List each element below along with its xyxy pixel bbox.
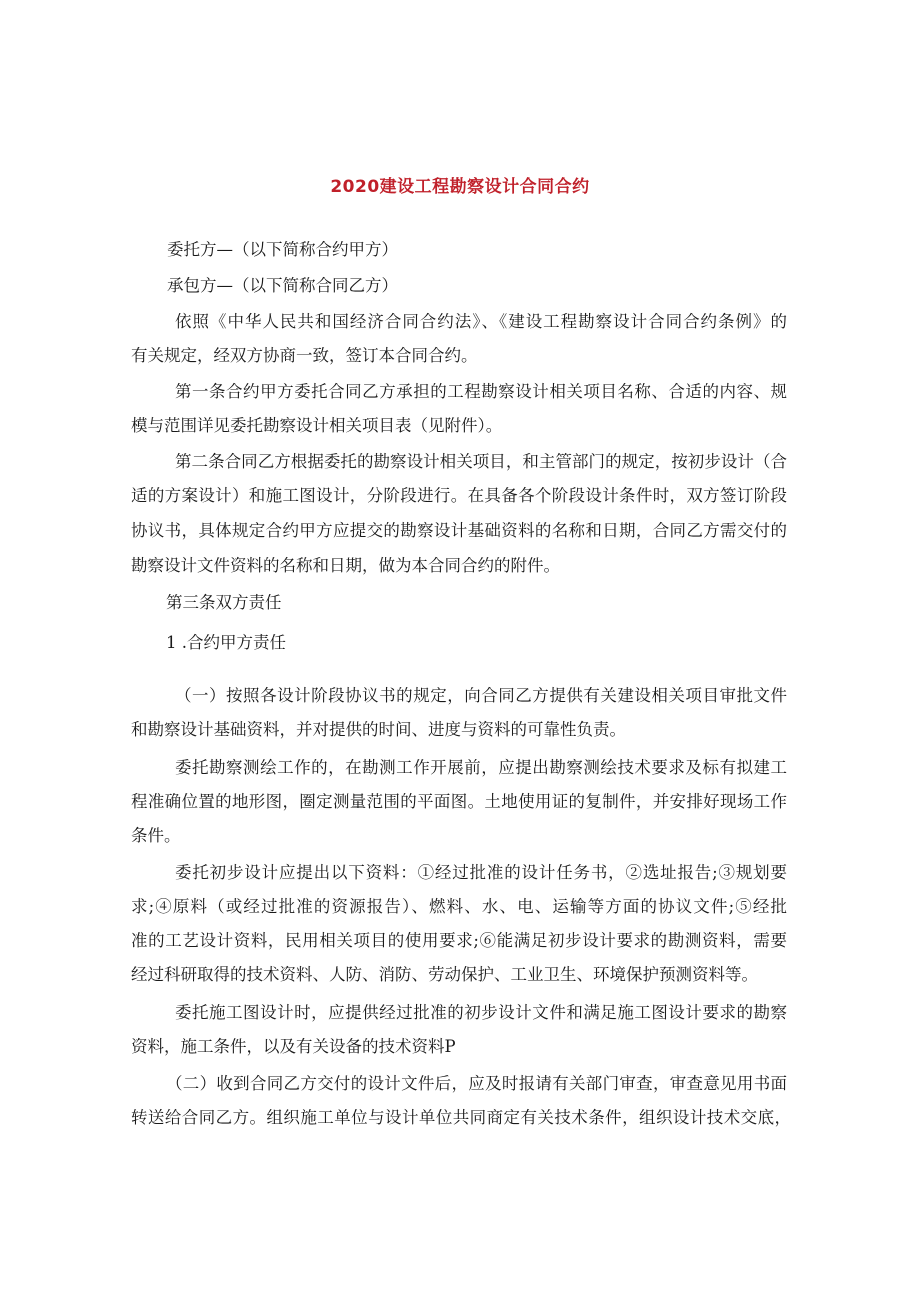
party-a-duty-heading: 1 .合约甲方责任 (166, 633, 286, 652)
duty-1-line: （一）按照各设计阶段协议书的规定，向合同乙方提供有关建设相关项目审批文件 (175, 686, 787, 705)
paragraph-line: 有关规定，经双方协商一致，签订本合同合约。 (131, 346, 478, 365)
survey-line: 程准确位置的地形图，圈定测量范围的平面图。土地使用证的复制件，并安排好现场工作 (131, 792, 787, 811)
article-1-line: 第一条合约甲方委托合同乙方承担的工程勘察设计相关项目名称、合适的内容、规 (175, 382, 787, 401)
article-3-heading: 第三条双方责任 (166, 593, 282, 612)
preliminary-design-line: 委托初步设计应提出以下资料：①经过批准的设计任务书，②选址报告;③规划要 (175, 863, 787, 882)
party-b-line: 承包方—（以下简称合同乙方） (167, 276, 398, 295)
article-2-line: 第二条合同乙方根据委托的勘察设计相关项目，和主管部门的规定，按初步设计（合 (175, 452, 787, 471)
article-2-line: 适的方案设计）和施工图设计，分阶段进行。在具备各个阶段设计条件时，双方签订阶段 (131, 486, 787, 505)
article-2-line: 勘察设计文件资料的名称和日期，做为本合同合约的附件。 (131, 556, 560, 575)
preliminary-design-line: 准的工艺设计资料，民用相关项目的使用要求;⑥能满足初步设计要求的勘测资料，需要 (131, 931, 787, 950)
article-1-line: 模与范围详见委托勘察设计相关项目表（见附件）。 (131, 416, 503, 435)
party-a-line: 委托方—（以下简称合约甲方） (167, 240, 398, 259)
duty-1-line: 和勘察设计基础资料，并对提供的时间、进度与资料的可靠性负责。 (131, 720, 626, 739)
article-2-line: 协议书，具体规定合约甲方应提交的勘察设计基础资料的名称和日期，合同乙方需交付的 (131, 521, 787, 540)
construction-design-line: 资料，施工条件，以及有关设备的技术资料P (131, 1037, 456, 1056)
survey-line: 条件。 (131, 826, 181, 845)
survey-line: 委托勘察测绘工作的，在勘测工作开展前，应提出勘察测绘技术要求及标有拟建工 (175, 758, 787, 777)
duty-2-line: （二）收到合同乙方交付的设计文件后，应及时报请有关部门审查，审查意见用书面 (166, 1074, 787, 1093)
paragraph-line: 依照《中华人民共和国经济合同合约法》、《建设工程勘察设计合同合约条例》的 (175, 312, 787, 331)
preliminary-design-line: 求;④原料（或经过批准的资源报告）、燃料、水、电、运输等方面的协议文件;⑤经批 (131, 897, 787, 916)
duty-2-line: 转送给合同乙方。组织施工单位与设计单位共同商定有关技术条件，组织设计技术交底， (131, 1108, 791, 1127)
document-title: 2020建设工程勘察设计合同合约 (330, 177, 590, 197)
construction-design-line: 委托施工图设计时，应提供经过批准的初步设计文件和满足施工图设计要求的勘察 (175, 1003, 787, 1022)
preliminary-design-line: 经过科研取得的技术资料、人防、消防、劳动保护、工业卫生、环境保护预测资料等。 (131, 965, 758, 984)
